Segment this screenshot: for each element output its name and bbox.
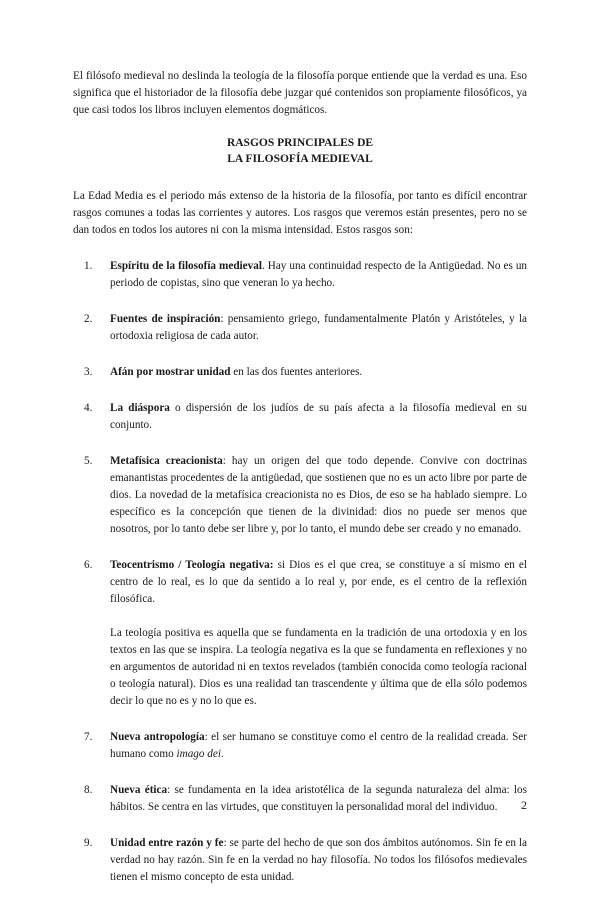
section-title-line-2: LA FILOSOFÍA MEDIEVAL: [227, 153, 373, 165]
item-text-after: .: [220, 748, 224, 760]
traits-list: [73, 258, 527, 886]
item-number: 6.: [84, 559, 93, 571]
lead-paragraph: La Edad Media es el periodo más extenso de la historia de la filosofía, por tanto es difícil encontrar rasgos comunes a todas las corrientes y autores. Los rasgos que veremos están presentes, pero no se dan todos en todos los autores ni con la misma intensidad. Estos rasgos son:: [73, 190, 527, 236]
section-title-line-1: RASGOS PRINCIPALES DE: [226, 137, 374, 149]
document-page: [73, 68, 527, 905]
list-item: [73, 258, 527, 292]
item-number: 2.: [84, 313, 93, 325]
item-text: : hay un origen del que todo depende. Convive con doctrinas emanantistas procedentes de la antigüedad, que sostienen que no es un acto libre por parte de dios. La novedad de la metafísica creacionista no es Dios, de eso se ha hablado siempre. Lo específico es la concepción que tienen de la divinidad: dios no puede ser menos que nosotros, por lo tanto debe ser libre y, por lo tanto, el mundo debe ser creado y no emanado.: [110, 455, 527, 535]
item-term: Metafísica creacionista: [110, 455, 223, 467]
item-text: en las dos fuentes anteriores.: [230, 366, 363, 378]
list-item: [73, 364, 527, 381]
item-text: o dispersión de los judíos de su país afecta a la filosofía medieval en su conjunto.: [110, 402, 528, 431]
list-item: [73, 557, 527, 710]
item-number: 3.: [84, 366, 93, 378]
item-number: 9.: [84, 837, 93, 849]
list-item: [73, 453, 527, 538]
item-number: 8.: [84, 784, 93, 796]
item-term: Afán por mostrar unidad: [110, 366, 231, 378]
item-term: La diáspora: [110, 402, 170, 414]
item-text: si Dios es el que crea, se constituye a sí mismo en el centro de lo real, es lo que da sentido a lo real y, por ende, es el centro de la reflexión filosófica.: [110, 559, 528, 605]
item-term: Espíritu de la filosofía medieval: [110, 260, 262, 272]
intro-paragraph: El filósofo medieval no deslinda la teología de la filosofía porque entiende que la verdad es una. Eso significa que el historiador de la filosofía debe juzgar qué contenidos son propiamente filosóficos, ya que casi todos los libros incluyen elementos dogmáticos.: [73, 70, 527, 116]
item-text: : se parte del hecho de que son dos ámbitos autónomos. Sin fe en la verdad no hay razón. Sin fe en la verdad no hay filosofía. No todos los filósofos medievales tienen el mismo concepto de esta unidad.: [110, 837, 527, 883]
item-number: 7.: [84, 731, 93, 743]
item-extra-paragraph: La teología positiva es aquella que se fundamenta en la tradición de una ortodoxia y en los textos en las que se inspira. La teología negativa es la que se fundamenta en reflexiones y no en argumentos de autoridad ni en textos revelados (también conocida como teología racional o teología natural). Dios es una realidad tan trascendente y última que de ella sólo podemos decir lo que no es y no lo que es.: [110, 627, 527, 707]
item-number: 1.: [84, 260, 93, 272]
list-item: [73, 729, 527, 763]
list-item: [73, 782, 527, 816]
section-title: [73, 135, 527, 167]
item-text: : el ser humano se constituye como el centro de la realidad creada. Ser humano como: [110, 731, 527, 760]
list-item: [73, 400, 527, 434]
item-term: Nueva antropología: [110, 731, 205, 743]
item-italic: imago dei: [176, 748, 221, 760]
list-item: [73, 835, 527, 886]
item-term: Nueva ética: [110, 784, 168, 796]
page-number: 2: [521, 798, 527, 812]
item-term: Unidad entre razón y fe: [110, 837, 224, 849]
item-text: : pensamiento griego, fundamentalmente Platón y Aristóteles, y la ortodoxia religiosa de cada autor.: [110, 313, 527, 342]
item-number: 4.: [84, 402, 93, 414]
item-term: Teocentrismo / Teología negativa:: [110, 559, 274, 571]
item-term: Fuentes de inspiración: [110, 313, 221, 325]
item-number: 5.: [84, 455, 93, 467]
item-text: : se fundamenta en la idea aristotélica de la segunda naturaleza del alma: los hábitos. Se centra en las virtudes, que constituyen la personalidad moral del individuo.: [110, 784, 527, 813]
item-text: . Hay una continuidad respecto de la Antigüedad. No es un periodo de copistas, sino que veneran lo ya hecho.: [110, 260, 528, 289]
list-item: [73, 311, 527, 345]
